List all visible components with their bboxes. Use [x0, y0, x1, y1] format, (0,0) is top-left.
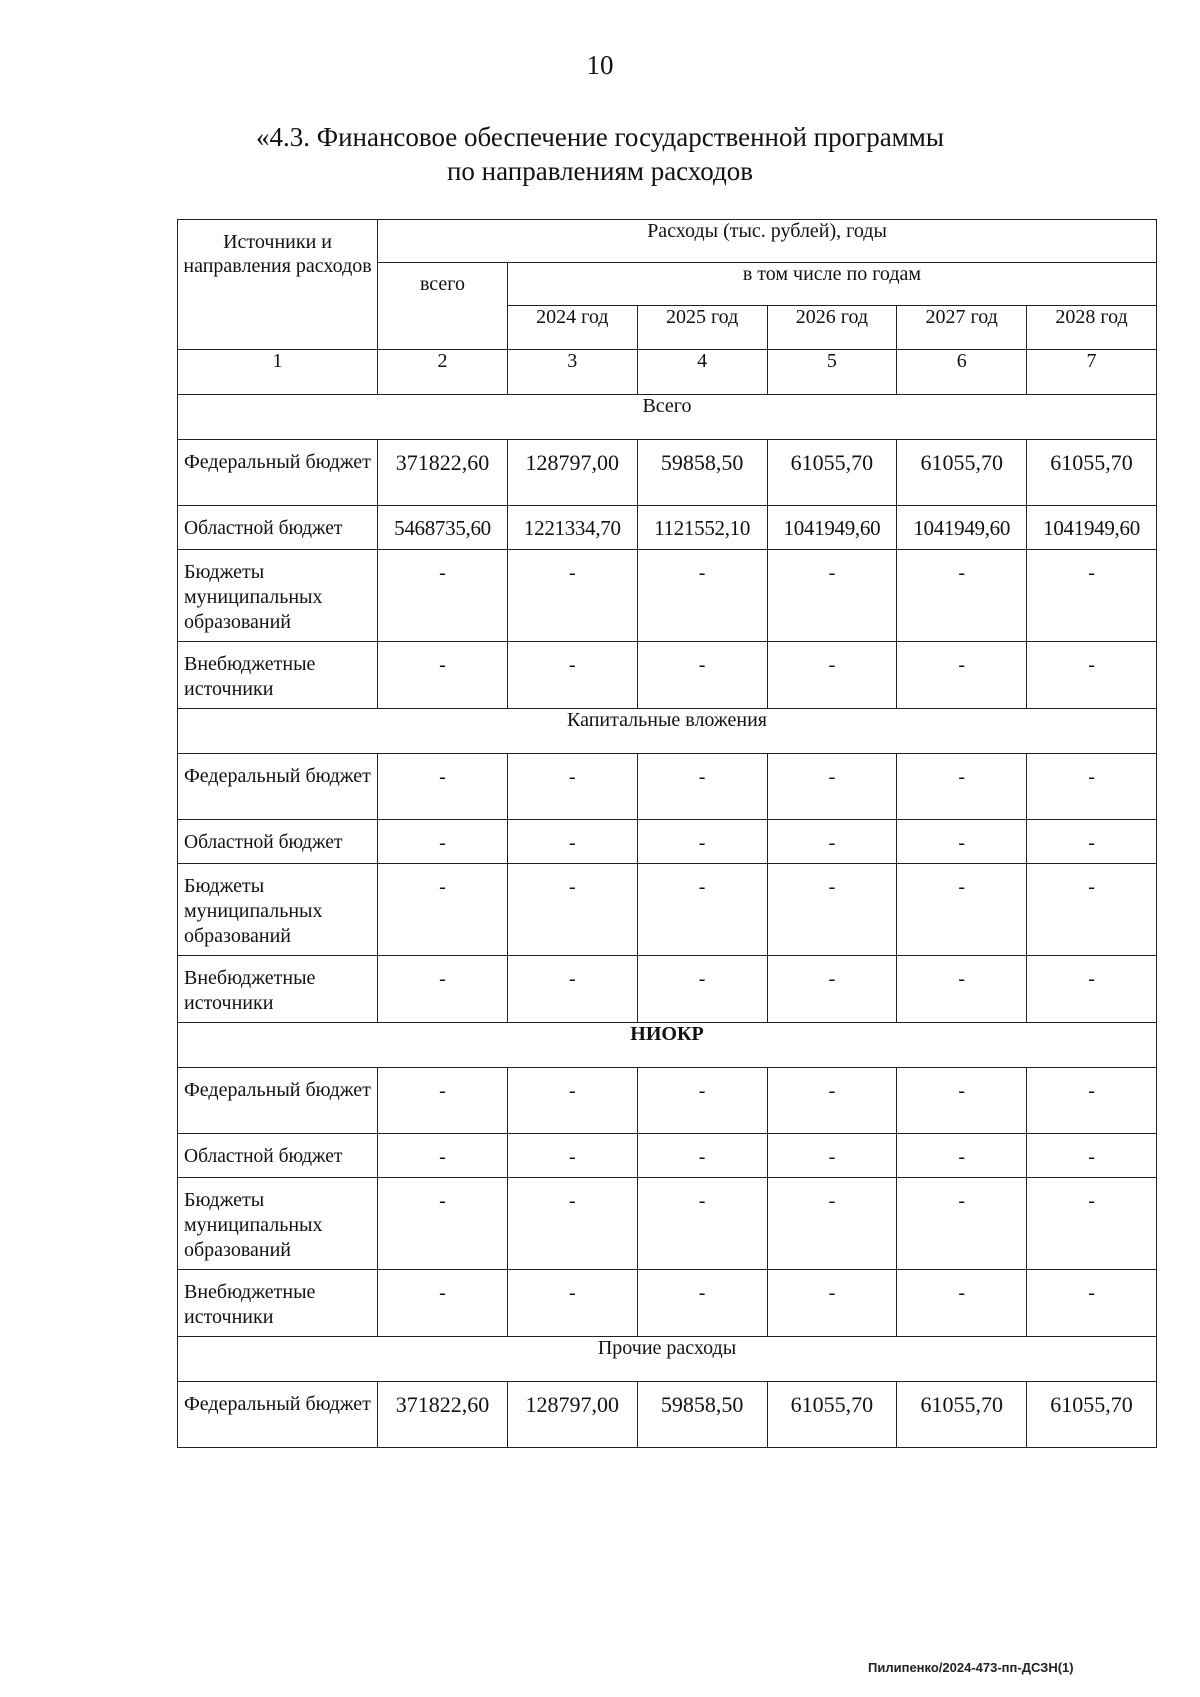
- empty-value-cell: -: [1027, 642, 1157, 709]
- empty-value-cell: -: [1027, 754, 1157, 820]
- empty-value-cell: -: [507, 1134, 637, 1178]
- row-label: Областной бюджет: [178, 820, 378, 864]
- value-cell: 61055,70: [897, 1382, 1027, 1448]
- row-label: Внебюджетные источники: [178, 1270, 378, 1337]
- table-row: [178, 1382, 1157, 1448]
- row-label: Внебюджетные источники: [178, 642, 378, 709]
- empty-value-cell: -: [767, 1068, 897, 1134]
- column-number: 5: [767, 350, 897, 395]
- header-year: 2028 год: [1027, 306, 1157, 350]
- empty-value-cell: -: [378, 550, 508, 642]
- empty-value-cell: -: [637, 1270, 767, 1337]
- empty-value-cell: -: [897, 956, 1027, 1023]
- section-row: [178, 709, 1157, 754]
- empty-value-cell: -: [897, 1134, 1027, 1178]
- empty-value-cell: -: [1027, 820, 1157, 864]
- empty-value-cell: -: [507, 1068, 637, 1134]
- empty-value-cell: -: [767, 1270, 897, 1337]
- table-row: [178, 956, 1157, 1023]
- row-label: Областной бюджет: [178, 1134, 378, 1178]
- section-row: [178, 1023, 1157, 1068]
- row-label: Федеральный бюджет: [178, 754, 378, 820]
- empty-value-cell: -: [897, 1270, 1027, 1337]
- empty-value-cell: -: [378, 820, 508, 864]
- empty-value-cell: -: [767, 1178, 897, 1270]
- empty-value-cell: -: [637, 550, 767, 642]
- empty-value-cell: -: [378, 1134, 508, 1178]
- row-label: Областной бюджет: [178, 506, 378, 550]
- value-cell: 61055,70: [767, 1382, 897, 1448]
- section-title: Прочие расходы: [178, 1337, 1157, 1382]
- value-cell: 61055,70: [1027, 440, 1157, 506]
- value-cell: 61055,70: [767, 440, 897, 506]
- empty-value-cell: -: [507, 820, 637, 864]
- table-header: [178, 220, 1157, 395]
- empty-value-cell: -: [637, 864, 767, 956]
- empty-value-cell: -: [1027, 1178, 1157, 1270]
- empty-value-cell: -: [507, 754, 637, 820]
- header-expenses: Расходы (тыс. рублей), годы: [378, 220, 1157, 263]
- empty-value-cell: -: [507, 956, 637, 1023]
- value-cell: 1041949,60: [767, 506, 897, 550]
- value-cell: 1041949,60: [1027, 506, 1157, 550]
- table-row: [178, 1178, 1157, 1270]
- empty-value-cell: -: [767, 956, 897, 1023]
- empty-value-cell: -: [1027, 864, 1157, 956]
- value-cell: 371822,60: [378, 440, 508, 506]
- page-number: 10: [586, 50, 614, 80]
- column-number: 3: [507, 350, 637, 395]
- empty-value-cell: -: [637, 820, 767, 864]
- header-year: 2026 год: [767, 306, 897, 350]
- empty-value-cell: -: [637, 754, 767, 820]
- row-label: Бюджеты муниципальных образований: [178, 1178, 378, 1270]
- row-label: Федеральный бюджет: [178, 440, 378, 506]
- header-total: всего: [378, 263, 508, 350]
- column-number: 1: [178, 350, 378, 395]
- empty-value-cell: -: [897, 642, 1027, 709]
- empty-value-cell: -: [1027, 1068, 1157, 1134]
- empty-value-cell: -: [378, 864, 508, 956]
- header-year: 2025 год: [637, 306, 767, 350]
- empty-value-cell: -: [637, 642, 767, 709]
- empty-value-cell: -: [637, 1134, 767, 1178]
- table-row: [178, 440, 1157, 506]
- empty-value-cell: -: [767, 550, 897, 642]
- footer-document-code: Пилипенко/2024-473-пп-ДСЗН(1): [868, 1660, 1074, 1675]
- financing-table: [177, 219, 1157, 1448]
- empty-value-cell: -: [507, 864, 637, 956]
- row-label: Внебюджетные источники: [178, 956, 378, 1023]
- table-row: [178, 1134, 1157, 1178]
- table-row: [178, 754, 1157, 820]
- value-cell: 59858,50: [637, 1382, 767, 1448]
- empty-value-cell: -: [1027, 1134, 1157, 1178]
- value-cell: 59858,50: [637, 440, 767, 506]
- row-label: Бюджеты муниципальных образований: [178, 864, 378, 956]
- column-number: 4: [637, 350, 767, 395]
- empty-value-cell: -: [897, 1068, 1027, 1134]
- empty-value-cell: -: [378, 1068, 508, 1134]
- row-label: Федеральный бюджет: [178, 1068, 378, 1134]
- empty-value-cell: -: [507, 1270, 637, 1337]
- empty-value-cell: -: [378, 754, 508, 820]
- empty-value-cell: -: [897, 550, 1027, 642]
- empty-value-cell: -: [767, 820, 897, 864]
- row-label: Бюджеты муниципальных образований: [178, 550, 378, 642]
- section-title: Капитальные вложения: [178, 709, 1157, 754]
- empty-value-cell: -: [507, 642, 637, 709]
- title-line-1: «4.3. Финансовое обеспечение государственной программы: [256, 122, 944, 152]
- value-cell: 1221334,70: [507, 506, 637, 550]
- table-row: [178, 864, 1157, 956]
- empty-value-cell: -: [767, 642, 897, 709]
- header-by-years: в том числе по годам: [507, 263, 1156, 306]
- empty-value-cell: -: [1027, 550, 1157, 642]
- empty-value-cell: -: [897, 1178, 1027, 1270]
- empty-value-cell: -: [507, 1178, 637, 1270]
- header-year: 2027 год: [897, 306, 1027, 350]
- header-year: 2024 год: [507, 306, 637, 350]
- empty-value-cell: -: [897, 754, 1027, 820]
- table-row: [178, 550, 1157, 642]
- empty-value-cell: -: [767, 1134, 897, 1178]
- value-cell: 61055,70: [897, 440, 1027, 506]
- empty-value-cell: -: [378, 956, 508, 1023]
- value-cell: 61055,70: [1027, 1382, 1157, 1448]
- section-title: Всего: [178, 395, 1157, 440]
- title-line-2: по направлениям расходов: [446, 156, 753, 186]
- value-cell: 128797,00: [507, 1382, 637, 1448]
- column-number: 2: [378, 350, 508, 395]
- value-cell: 1041949,60: [897, 506, 1027, 550]
- empty-value-cell: -: [897, 820, 1027, 864]
- document-title: [0, 120, 1200, 188]
- value-cell: 1121552,10: [637, 506, 767, 550]
- empty-value-cell: -: [378, 1270, 508, 1337]
- empty-value-cell: -: [1027, 1270, 1157, 1337]
- section-title: НИОКР: [178, 1023, 1157, 1068]
- empty-value-cell: -: [378, 642, 508, 709]
- empty-value-cell: -: [897, 864, 1027, 956]
- value-cell: 5468735,60: [378, 506, 508, 550]
- value-cell: 128797,00: [507, 440, 637, 506]
- row-label: Федеральный бюджет: [178, 1382, 378, 1448]
- empty-value-cell: -: [378, 1178, 508, 1270]
- section-row: [178, 395, 1157, 440]
- empty-value-cell: -: [507, 550, 637, 642]
- header-sources: Источники и направления расходов: [178, 220, 378, 350]
- column-number: 7: [1027, 350, 1157, 395]
- empty-value-cell: -: [637, 1178, 767, 1270]
- table-row: [178, 1068, 1157, 1134]
- column-number: 6: [897, 350, 1027, 395]
- empty-value-cell: -: [637, 956, 767, 1023]
- table-row: [178, 1270, 1157, 1337]
- table-row: [178, 820, 1157, 864]
- section-row: [178, 1337, 1157, 1382]
- table-row: [178, 642, 1157, 709]
- table-row: [178, 506, 1157, 550]
- value-cell: 371822,60: [378, 1382, 508, 1448]
- table-body: [178, 395, 1157, 1448]
- empty-value-cell: -: [767, 754, 897, 820]
- empty-value-cell: -: [637, 1068, 767, 1134]
- empty-value-cell: -: [1027, 956, 1157, 1023]
- empty-value-cell: -: [767, 864, 897, 956]
